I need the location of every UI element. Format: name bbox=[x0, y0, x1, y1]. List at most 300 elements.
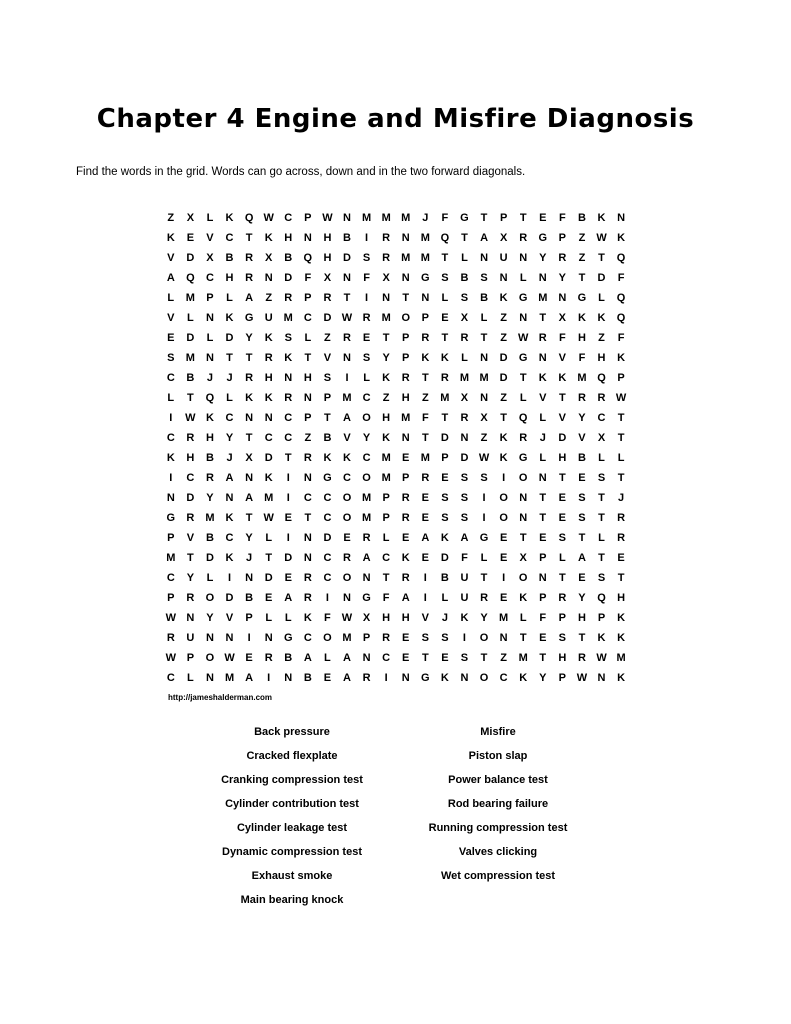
grid-letter: I bbox=[423, 572, 427, 584]
grid-letter: D bbox=[225, 592, 234, 604]
grid-letter: L bbox=[382, 532, 390, 544]
grid-letter: Q bbox=[205, 392, 215, 404]
grid-letter: R bbox=[245, 272, 254, 284]
grid-letter: S bbox=[441, 492, 449, 504]
grid-letter: D bbox=[460, 452, 469, 464]
grid-letter: N bbox=[166, 492, 175, 504]
grid-letter: R bbox=[362, 532, 371, 544]
grid-letter: V bbox=[206, 232, 214, 244]
grid-letter: S bbox=[597, 472, 606, 484]
grid-letter: Z bbox=[598, 332, 605, 344]
grid-letter: R bbox=[264, 352, 273, 364]
grid-letter: I bbox=[365, 232, 369, 244]
grid-letter: F bbox=[421, 412, 429, 424]
grid-letter: C bbox=[166, 572, 175, 584]
grid-letter: X bbox=[265, 252, 273, 264]
grid-letter: O bbox=[499, 492, 508, 504]
grid-letter: K bbox=[264, 332, 273, 344]
grid-letter: K bbox=[166, 232, 175, 244]
grid-letter: D bbox=[264, 572, 273, 584]
grid-row bbox=[161, 408, 631, 428]
grid-letter: R bbox=[323, 292, 332, 304]
grid-letter: K bbox=[597, 212, 606, 224]
grid-row bbox=[161, 528, 631, 548]
grid-letter: F bbox=[539, 612, 547, 624]
grid-letter: T bbox=[304, 512, 312, 524]
grid-letter: K bbox=[401, 552, 410, 564]
grid-letter: N bbox=[205, 672, 214, 684]
grid-letter: K bbox=[617, 232, 626, 244]
grid-letter: E bbox=[421, 492, 429, 504]
grid-letter: S bbox=[362, 352, 371, 364]
grid-letter: L bbox=[598, 452, 605, 464]
grid-letter: W bbox=[576, 672, 588, 684]
grid-letter: N bbox=[225, 492, 234, 504]
grid-letter: V bbox=[539, 392, 547, 404]
word-list-item: Back pressure bbox=[254, 726, 330, 738]
grid-letter: V bbox=[558, 412, 567, 424]
grid-letter: C bbox=[303, 492, 312, 504]
grid-letter: L bbox=[206, 572, 214, 584]
grid-letter: N bbox=[205, 632, 214, 644]
grid-letter: K bbox=[225, 552, 234, 564]
grid-letter: T bbox=[187, 392, 194, 404]
grid-letter: Z bbox=[500, 652, 507, 664]
grid-letter: I bbox=[325, 592, 329, 604]
grid-letter: N bbox=[538, 572, 547, 584]
grid-letter: N bbox=[519, 512, 528, 524]
grid-letter: S bbox=[558, 632, 567, 644]
grid-letter: K bbox=[264, 472, 273, 484]
grid-letter: G bbox=[283, 632, 293, 644]
grid-letter: H bbox=[284, 232, 293, 244]
grid-letter: F bbox=[578, 352, 586, 364]
grid-letter: T bbox=[226, 352, 233, 364]
grid-letter: T bbox=[480, 332, 488, 344]
grid-letter: N bbox=[264, 632, 273, 644]
grid-letter: Q bbox=[597, 592, 606, 604]
grid-letter: A bbox=[303, 652, 312, 664]
grid-letter: S bbox=[480, 272, 488, 284]
grid-letter: R bbox=[460, 412, 469, 424]
grid-row bbox=[161, 368, 631, 388]
grid-letter: R bbox=[401, 492, 410, 504]
grid-letter: E bbox=[578, 472, 586, 484]
grid-letter: J bbox=[422, 212, 429, 224]
grid-letter: Z bbox=[324, 332, 331, 344]
grid-letter: D bbox=[186, 332, 195, 344]
grid-letter: J bbox=[226, 452, 233, 464]
grid-letter: W bbox=[518, 332, 529, 344]
grid-letter: B bbox=[186, 372, 195, 384]
grid-letter: Q bbox=[186, 272, 195, 284]
grid-letter: I bbox=[502, 472, 506, 484]
grid-letter: U bbox=[460, 592, 469, 604]
grid-letter: C bbox=[186, 472, 195, 484]
grid-letter: N bbox=[519, 312, 528, 324]
grid-letter: V bbox=[558, 352, 567, 364]
grid-letter: V bbox=[225, 612, 234, 624]
grid-letter: S bbox=[284, 332, 292, 344]
grid-letter: X bbox=[460, 392, 469, 404]
grid-letter: T bbox=[441, 332, 449, 344]
grid-letter: O bbox=[205, 652, 215, 664]
grid-letter: E bbox=[421, 552, 429, 564]
grid-letter: Y bbox=[186, 572, 195, 584]
grid-letter: Z bbox=[578, 232, 586, 244]
grid-letter: G bbox=[518, 352, 528, 364]
grid-letter: T bbox=[539, 312, 547, 324]
grid-letter: G bbox=[479, 532, 489, 544]
grid-letter: Q bbox=[440, 232, 450, 244]
grid-letter: D bbox=[205, 552, 214, 564]
grid-letter: N bbox=[284, 672, 293, 684]
grid-letter: F bbox=[382, 592, 390, 604]
grid-letter: Y bbox=[206, 612, 214, 624]
grid-row bbox=[161, 588, 631, 608]
grid-letter: Y bbox=[480, 612, 488, 624]
grid-letter: N bbox=[284, 372, 293, 384]
grid-letter: Y bbox=[578, 412, 586, 424]
grid-letter: P bbox=[617, 372, 625, 384]
grid-letter: T bbox=[598, 552, 605, 564]
grid-letter: N bbox=[362, 572, 371, 584]
grid-letter: V bbox=[167, 312, 175, 324]
grid-letter: S bbox=[441, 272, 449, 284]
grid-letter: R bbox=[519, 432, 528, 444]
grid-letter: U bbox=[264, 312, 273, 324]
grid-letter: N bbox=[597, 672, 606, 684]
grid-letter: M bbox=[479, 372, 489, 384]
grid-letter: R bbox=[597, 392, 606, 404]
grid-letter: X bbox=[323, 272, 332, 284]
grid-letter: H bbox=[558, 652, 567, 664]
grid-letter: S bbox=[578, 512, 586, 524]
grid-letter: P bbox=[362, 632, 371, 644]
grid-letter: Q bbox=[616, 292, 626, 304]
grid-letter: K bbox=[205, 412, 214, 424]
grid-letter: T bbox=[324, 412, 331, 424]
grid-letter: R bbox=[577, 392, 586, 404]
grid-row bbox=[161, 228, 631, 248]
grid-letter: R bbox=[558, 592, 567, 604]
grid-letter: K bbox=[519, 672, 528, 684]
grid-letter: L bbox=[187, 312, 194, 324]
grid-letter: J bbox=[618, 492, 625, 504]
grid-letter: M bbox=[518, 652, 528, 664]
grid-letter: L bbox=[363, 372, 370, 384]
grid-letter: I bbox=[384, 672, 388, 684]
grid-letter: K bbox=[264, 232, 273, 244]
grid-letter: R bbox=[577, 652, 586, 664]
grid-letter: D bbox=[440, 552, 449, 564]
grid-letter: P bbox=[597, 612, 606, 624]
grid-letter: Y bbox=[245, 532, 253, 544]
grid-letter: W bbox=[596, 232, 607, 244]
word-list-item: Cylinder contribution test bbox=[225, 798, 359, 810]
grid-row bbox=[161, 488, 631, 508]
grid-letter: X bbox=[460, 312, 469, 324]
grid-letter: R bbox=[186, 592, 195, 604]
grid-letter: H bbox=[597, 352, 606, 364]
grid-letter: M bbox=[577, 372, 587, 384]
grid-letter: E bbox=[323, 672, 332, 684]
grid-letter: K bbox=[597, 632, 606, 644]
grid-row bbox=[161, 208, 631, 228]
grid-letter: I bbox=[247, 632, 251, 644]
grid-letter: E bbox=[402, 452, 410, 464]
grid-letter: D bbox=[323, 532, 332, 544]
grid-letter: X bbox=[499, 232, 508, 244]
grid-letter: J bbox=[539, 432, 546, 444]
grid-letter: L bbox=[558, 552, 566, 564]
grid-letter: N bbox=[362, 652, 371, 664]
grid-letter: X bbox=[480, 412, 488, 424]
grid-letter: K bbox=[284, 352, 293, 364]
grid-letter: B bbox=[323, 432, 332, 444]
grid-letter: C bbox=[362, 452, 371, 464]
grid-letter: M bbox=[342, 632, 352, 644]
grid-letter: E bbox=[402, 652, 410, 664]
grid-letter: A bbox=[480, 232, 489, 244]
grid-letter: T bbox=[245, 352, 253, 364]
grid-letter: W bbox=[615, 392, 627, 404]
grid-letter: M bbox=[401, 212, 411, 224]
grid-letter: L bbox=[187, 672, 194, 684]
grid-letter: R bbox=[303, 572, 312, 584]
grid-letter: N bbox=[480, 352, 489, 364]
grid-letter: N bbox=[480, 392, 489, 404]
grid-letter: C bbox=[303, 632, 312, 644]
grid-letter: I bbox=[267, 672, 271, 684]
grid-letter: B bbox=[284, 652, 293, 664]
grid-letter: M bbox=[166, 552, 176, 564]
grid-letter: E bbox=[186, 232, 195, 244]
grid-letter: E bbox=[441, 472, 449, 484]
grid-letter: S bbox=[362, 252, 371, 264]
grid-letter: P bbox=[186, 652, 195, 664]
grid-letter: H bbox=[617, 592, 626, 604]
grid-letter: N bbox=[264, 272, 273, 284]
grid-letter: R bbox=[343, 552, 351, 564]
grid-letter: R bbox=[264, 652, 273, 664]
grid-letter: K bbox=[225, 312, 234, 324]
grid-letter: D bbox=[186, 492, 195, 504]
grid-letter: N bbox=[499, 272, 508, 284]
grid-letter: M bbox=[361, 512, 372, 524]
grid-letter: I bbox=[482, 492, 486, 504]
grid-letter: A bbox=[284, 592, 293, 604]
grid-letter: R bbox=[617, 532, 626, 544]
grid-letter: M bbox=[381, 472, 391, 484]
grid-letter: P bbox=[539, 552, 547, 564]
grid-letter: R bbox=[421, 472, 430, 484]
grid-letter: U bbox=[499, 252, 508, 264]
grid-letter: T bbox=[343, 292, 351, 304]
grid-letter: H bbox=[401, 612, 410, 624]
grid-letter: D bbox=[186, 252, 195, 264]
grid-letter: T bbox=[245, 432, 253, 444]
grid-letter: M bbox=[283, 312, 293, 324]
grid-letter: T bbox=[519, 372, 527, 384]
grid-letter: M bbox=[205, 512, 215, 524]
grid-letter: C bbox=[323, 492, 332, 504]
grid-letter: K bbox=[382, 372, 391, 384]
grid-letter: L bbox=[206, 212, 214, 224]
grid-letter: N bbox=[499, 632, 508, 644]
grid-letter: M bbox=[361, 492, 372, 504]
grid-letter: H bbox=[303, 372, 312, 384]
grid-letter: R bbox=[401, 572, 410, 584]
grid-letter: X bbox=[382, 272, 390, 284]
grid-letter: T bbox=[421, 432, 429, 444]
grid-letter: M bbox=[361, 212, 372, 224]
grid-letter: N bbox=[519, 492, 528, 504]
grid-letter: R bbox=[362, 312, 371, 324]
grid-letter: E bbox=[167, 332, 175, 344]
word-list-item: Main bearing knock bbox=[240, 894, 344, 906]
grid-letter: E bbox=[499, 592, 508, 604]
grid-letter: B bbox=[440, 572, 449, 584]
grid-letter: E bbox=[617, 552, 625, 564]
grid-letter: Y bbox=[245, 332, 253, 344]
grid-letter: X bbox=[206, 252, 214, 264]
grid-letter: N bbox=[303, 552, 312, 564]
grid-letter: L bbox=[539, 452, 547, 464]
grid-letter: B bbox=[284, 252, 293, 264]
grid-letter: B bbox=[577, 452, 586, 464]
grid-letter: O bbox=[479, 672, 489, 684]
grid-letter: E bbox=[441, 652, 449, 664]
grid-letter: Z bbox=[167, 212, 175, 224]
grid-letter: C bbox=[264, 432, 273, 444]
grid-letter: W bbox=[165, 652, 176, 664]
grid-letter: A bbox=[343, 672, 351, 684]
grid-letter: N bbox=[343, 272, 351, 284]
grid-letter: R bbox=[284, 292, 293, 304]
grid-letter: Y bbox=[539, 672, 547, 684]
grid-letter: R bbox=[382, 232, 391, 244]
grid-letter: O bbox=[518, 472, 528, 484]
grid-letter: N bbox=[225, 632, 234, 644]
grid-letter: T bbox=[304, 352, 312, 364]
grid-letter: N bbox=[303, 392, 312, 404]
grid-letter: T bbox=[558, 472, 566, 484]
grid-letter: I bbox=[169, 412, 173, 424]
grid-letter: I bbox=[286, 532, 290, 544]
grid-letter: B bbox=[303, 672, 312, 684]
grid-letter: Z bbox=[480, 432, 488, 444]
grid-letter: K bbox=[440, 352, 449, 364]
grid-letter: X bbox=[519, 552, 527, 564]
grid-letter: A bbox=[245, 292, 254, 304]
grid-letter: E bbox=[558, 492, 567, 504]
grid-letter: E bbox=[441, 312, 449, 324]
grid-letter: P bbox=[499, 212, 508, 224]
grid-letter: N bbox=[303, 472, 312, 484]
grid-letter: T bbox=[578, 632, 586, 644]
grid-row bbox=[161, 508, 631, 528]
grid-letter: M bbox=[440, 392, 450, 404]
grid-letter: T bbox=[598, 252, 605, 264]
grid-letter: T bbox=[519, 632, 527, 644]
grid-letter: J bbox=[226, 372, 233, 384]
grid-letter: K bbox=[617, 612, 626, 624]
grid-letter: G bbox=[518, 292, 528, 304]
grid-letter: H bbox=[382, 612, 391, 624]
grid-letter: D bbox=[499, 352, 508, 364]
grid-letter: T bbox=[284, 452, 292, 464]
grid-letter: L bbox=[324, 652, 331, 664]
grid-letter: C bbox=[284, 432, 293, 444]
grid-letter: T bbox=[480, 212, 488, 224]
grid-letter: Q bbox=[518, 412, 528, 424]
grid-letter: L bbox=[617, 452, 625, 464]
grid-letter: S bbox=[167, 352, 175, 364]
word-list-item: Rod bearing failure bbox=[447, 798, 549, 810]
grid-letter: E bbox=[362, 332, 371, 344]
word-list-left bbox=[182, 720, 402, 912]
word-list-item: Piston slap bbox=[468, 750, 528, 762]
grid-letter: K bbox=[617, 632, 626, 644]
grid-letter: K bbox=[499, 292, 508, 304]
grid-letter: E bbox=[284, 572, 292, 584]
grid-letter: K bbox=[245, 392, 254, 404]
grid-letter: R bbox=[343, 332, 351, 344]
grid-letter: T bbox=[421, 652, 429, 664]
grid-letter: R bbox=[382, 252, 391, 264]
grid-letter: C bbox=[597, 412, 606, 424]
grid-letter: N bbox=[186, 612, 195, 624]
grid-letter: P bbox=[558, 232, 567, 244]
grid-letter: N bbox=[538, 352, 547, 364]
grid-letter: C bbox=[323, 512, 332, 524]
grid-letter: R bbox=[382, 632, 391, 644]
grid-letter: R bbox=[519, 232, 528, 244]
grid-letter: P bbox=[539, 592, 547, 604]
grid-letter: K bbox=[323, 452, 332, 464]
grid-letter: D bbox=[440, 432, 449, 444]
grid-letter: R bbox=[362, 672, 371, 684]
grid-letter: G bbox=[323, 472, 332, 484]
grid-letter: C bbox=[225, 232, 234, 244]
grid-row bbox=[161, 348, 631, 368]
grid-letter: K bbox=[421, 352, 430, 364]
grid-letter: K bbox=[264, 392, 273, 404]
grid-letter: T bbox=[598, 512, 605, 524]
grid-letter: V bbox=[167, 252, 175, 264]
grid-letter: X bbox=[245, 452, 253, 464]
grid-letter: T bbox=[617, 412, 625, 424]
grid-letter: M bbox=[342, 392, 352, 404]
grid-letter: B bbox=[460, 272, 469, 284]
grid-letter: T bbox=[539, 492, 547, 504]
grid-letter: G bbox=[166, 512, 176, 524]
word-list-item: Valves clicking bbox=[458, 846, 538, 858]
grid-letter: K bbox=[519, 592, 528, 604]
grid-letter: F bbox=[304, 272, 312, 284]
grid-letter: E bbox=[245, 652, 253, 664]
grid-letter: M bbox=[420, 252, 430, 264]
grid-letter: M bbox=[459, 372, 470, 384]
grid-letter: X bbox=[362, 612, 371, 624]
grid-row bbox=[161, 388, 631, 408]
grid-letter: Z bbox=[500, 312, 507, 324]
grid-letter: X bbox=[186, 212, 195, 224]
grid-letter: L bbox=[480, 312, 488, 324]
grid-letter: C bbox=[166, 432, 175, 444]
grid-letter: A bbox=[166, 272, 175, 284]
